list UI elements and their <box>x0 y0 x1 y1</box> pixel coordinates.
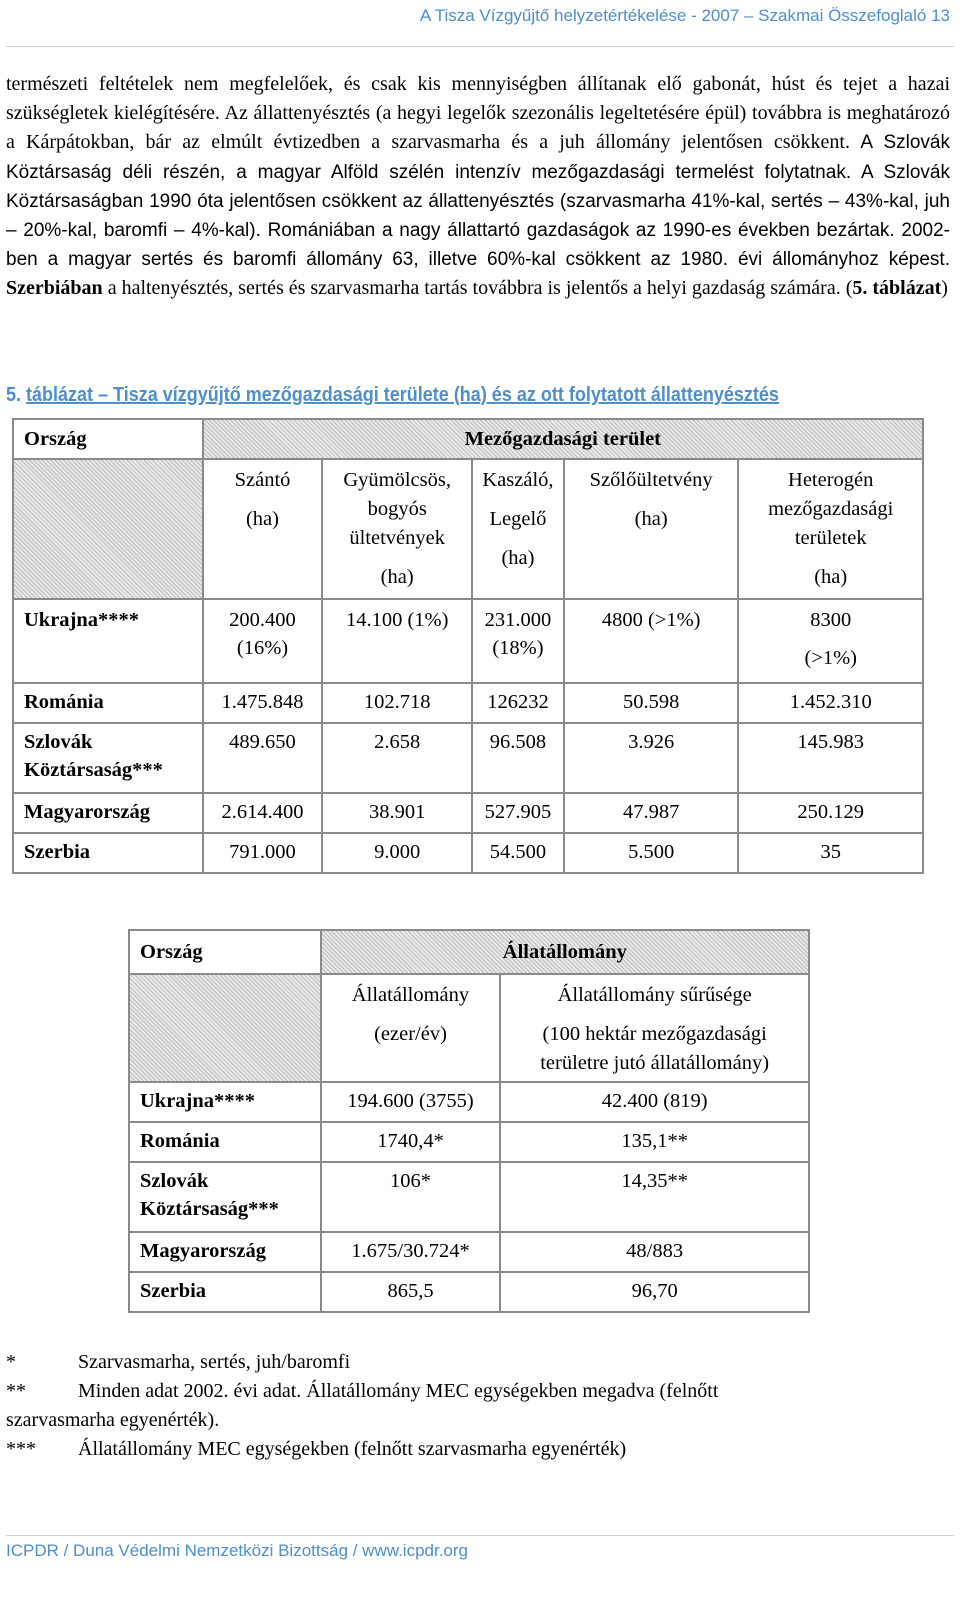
value-cell: 1740,4* <box>321 1122 501 1162</box>
country-cell: Románia <box>13 683 203 723</box>
column-header-line: Állatállomány sűrűsége <box>557 984 752 1006</box>
value-cell: 489.650 <box>203 723 323 793</box>
column-header <box>500 974 809 1082</box>
table-row <box>13 833 923 873</box>
header-empty-cell <box>13 459 203 599</box>
paragraph-text-3: a haltenyésztés, sertés és szarvasmarha tartás továbbra is jelentős a helyi gazdaság számára. ( <box>102 277 853 300</box>
header-title: A Tisza Vízgyűjtő helyzetértékelése - 2007 – Szakmai Összefoglaló 13 <box>419 6 950 25</box>
country-cell: Szerbia <box>129 1272 321 1312</box>
value-text: (16%) <box>236 637 289 659</box>
footnote-text: Szarvasmarha, sertés, juh/baromfi <box>78 1351 351 1373</box>
value-cell: 50.598 <box>564 683 739 723</box>
column-header-row <box>13 459 923 599</box>
column-header-line: mezőgazdasági <box>768 498 894 520</box>
value-text: 200.400 <box>229 609 296 631</box>
table-row <box>13 683 923 723</box>
value-cell: 865,5 <box>321 1272 501 1312</box>
column-header-line: (ha) <box>245 508 279 530</box>
value-cell: 38.901 <box>322 793 472 833</box>
value-cell <box>322 599 472 683</box>
value-cell: 42.400 (819) <box>500 1082 809 1122</box>
value-cell: 194.600 (3755) <box>321 1082 501 1122</box>
column-header-line: (ha) <box>634 508 668 530</box>
value-cell: 5.500 <box>564 833 739 873</box>
column-header-line: (ha) <box>501 547 535 569</box>
caption-number: 5. <box>6 384 27 406</box>
footnote-continuation: szarvasmarha egyenérték). <box>6 1409 220 1431</box>
column-header-line: Gyümölcsös, <box>343 469 451 491</box>
column-header <box>322 459 472 599</box>
value-cell: 135,1** <box>500 1122 809 1162</box>
value-cell: 102.718 <box>322 683 472 723</box>
header-divider <box>6 46 954 47</box>
caption-text: táblázat – Tisza vízgyűjtő mezőgazdasági területe (ha) és az ott folytatott állattenyésztés <box>26 384 779 406</box>
paragraph-text-2: A Szlovák Köztársaság déli részén, a magyar Alföld szélén intenzív mezőgazdasági termelést folytatnak. A Szlovák Köztársaságban 1990 óta jelentősen csökkent az állattenyésztés (szarvasmarha 41%-kal, sertés – 43%-kal, juh – 20%-kal, baromfi – 4%-kal). Romániában a nagy állattartó gazdaságok az 1990-es években bezártak. 2002-ben a magyar sertés és baromfi állomány 63, illetve 60%-kal csökkent az 1980. évi állományhoz képest. <box>6 132 950 271</box>
value-cell: 2.658 <box>322 723 472 793</box>
value-text: 8300 <box>810 609 852 631</box>
table-caption <box>6 384 779 407</box>
value-text: (18%) <box>492 637 544 659</box>
table-row <box>13 599 923 683</box>
footnote <box>6 1348 906 1377</box>
table-reference: 5. táblázat <box>852 277 942 300</box>
table-row <box>129 1232 809 1272</box>
column-header <box>472 459 564 599</box>
column-header-line: Szántó <box>234 469 291 491</box>
footnote-mark: ** <box>6 1380 26 1402</box>
footnote <box>6 1377 906 1406</box>
value-cell <box>738 599 923 683</box>
footer-text: ICPDR / Duna Védelmi Nemzetközi Bizottság / www.icpdr.org <box>6 1541 469 1560</box>
column-header-row <box>129 974 809 1082</box>
footnote-text: Állatállomány MEC egységekben (felnőtt szarvasmarha egyenérték) <box>78 1438 627 1460</box>
value-cell <box>203 599 323 683</box>
country-name-line: Szlovák <box>140 1170 209 1192</box>
table-row <box>129 1272 809 1312</box>
livestock-table <box>128 929 810 1313</box>
page-footer <box>0 1535 960 1605</box>
column-header <box>203 459 323 599</box>
group-header: Állatállomány <box>321 930 809 974</box>
value-cell: 106* <box>321 1162 501 1232</box>
value-text: 14.100 (1%) <box>345 609 449 631</box>
value-cell <box>472 599 564 683</box>
footer-divider <box>6 1535 954 1536</box>
value-cell: 1.475.848 <box>203 683 323 723</box>
value-cell: 96.508 <box>472 723 564 793</box>
column-header-line: Kaszáló, <box>482 469 554 491</box>
value-text: 231.000 <box>484 609 552 631</box>
table-row <box>129 1162 809 1232</box>
value-cell: 1.675/30.724* <box>321 1232 501 1272</box>
column-header <box>738 459 923 599</box>
country-cell <box>129 1162 321 1232</box>
value-text: 4800 (>1%) <box>601 609 701 631</box>
country-name-line: Szlovák <box>24 731 93 753</box>
footnote-text: Minden adat 2002. évi adat. Állatállomány MEC egységekben megadva (felnőtt <box>78 1380 719 1402</box>
column-header-line: (ezer/év) <box>374 1023 447 1045</box>
body-paragraph <box>6 70 950 304</box>
paragraph-bold-serbia: Szerbiában <box>6 277 103 300</box>
value-cell: 35 <box>738 833 923 873</box>
footnote-mark: * <box>6 1351 16 1373</box>
footnote-mark: *** <box>6 1438 36 1460</box>
value-cell: 791.000 <box>203 833 323 873</box>
value-text: (>1%) <box>804 647 857 669</box>
value-cell: 126232 <box>472 683 564 723</box>
country-cell: Magyarország <box>129 1232 321 1272</box>
table-row <box>129 1082 809 1122</box>
agricultural-area-table <box>12 418 924 874</box>
column-header-line: Állatállomány <box>351 984 470 1006</box>
country-cell: Ukrajna**** <box>13 599 203 683</box>
paragraph-text-1: természeti feltételek nem megfelelőek, és csak kis mennyiségben állítanak elő gabonát, húst és tejet a hazai szükségletek kielégítésére. Az állattenyésztés (a hegyi legelők szezonális legeltetésére épül) továbbra is meghatározó a Kárpátokban, bár az elmúlt évtizedben a szarvasmarha és a juh állomány jelentősen csökkent. <box>6 73 950 154</box>
country-name-line: Köztársaság*** <box>24 759 163 781</box>
page-header <box>0 0 960 48</box>
column-header-line: ültetvények <box>349 527 445 549</box>
country-cell: Magyarország <box>13 793 203 833</box>
column-header <box>321 974 501 1082</box>
value-cell <box>564 599 739 683</box>
value-cell: 48/883 <box>500 1232 809 1272</box>
country-cell <box>13 723 203 793</box>
value-cell: 250.129 <box>738 793 923 833</box>
column-header-line: területre jutó állatállomány) <box>540 1052 770 1074</box>
country-cell: Szerbia <box>13 833 203 873</box>
footnote <box>6 1435 906 1464</box>
column-header-line: bogyós <box>367 498 427 520</box>
country-header: Ország <box>129 930 321 974</box>
column-header-line: területek <box>794 527 867 549</box>
column-header-line: Szőlőültetvény <box>589 469 713 491</box>
country-name-line: Köztársaság*** <box>140 1198 279 1220</box>
value-cell: 1.452.310 <box>738 683 923 723</box>
footnotes <box>6 1348 906 1464</box>
column-header-line: Heterogén <box>788 469 874 491</box>
country-cell: Ukrajna**** <box>129 1082 321 1122</box>
value-cell: 47.987 <box>564 793 739 833</box>
column-header-line: (100 hektár mezőgazdasági <box>542 1023 767 1045</box>
value-cell: 145.983 <box>738 723 923 793</box>
column-header-line: Legelő <box>489 508 547 530</box>
value-cell: 9.000 <box>322 833 472 873</box>
paragraph-text-4: ) <box>941 277 948 300</box>
value-cell: 54.500 <box>472 833 564 873</box>
value-cell: 14,35** <box>500 1162 809 1232</box>
column-header <box>564 459 739 599</box>
table-row <box>129 1122 809 1162</box>
country-cell: Románia <box>129 1122 321 1162</box>
value-cell: 2.614.400 <box>203 793 323 833</box>
group-header: Mezőgazdasági terület <box>203 419 923 459</box>
table-row <box>13 723 923 793</box>
value-cell: 527.905 <box>472 793 564 833</box>
header-empty-cell <box>129 974 321 1082</box>
column-header-line: (ha) <box>814 566 848 588</box>
country-header: Ország <box>13 419 203 459</box>
value-cell: 96,70 <box>500 1272 809 1312</box>
value-cell: 3.926 <box>564 723 739 793</box>
column-header-line: (ha) <box>380 566 414 588</box>
table-row <box>13 793 923 833</box>
